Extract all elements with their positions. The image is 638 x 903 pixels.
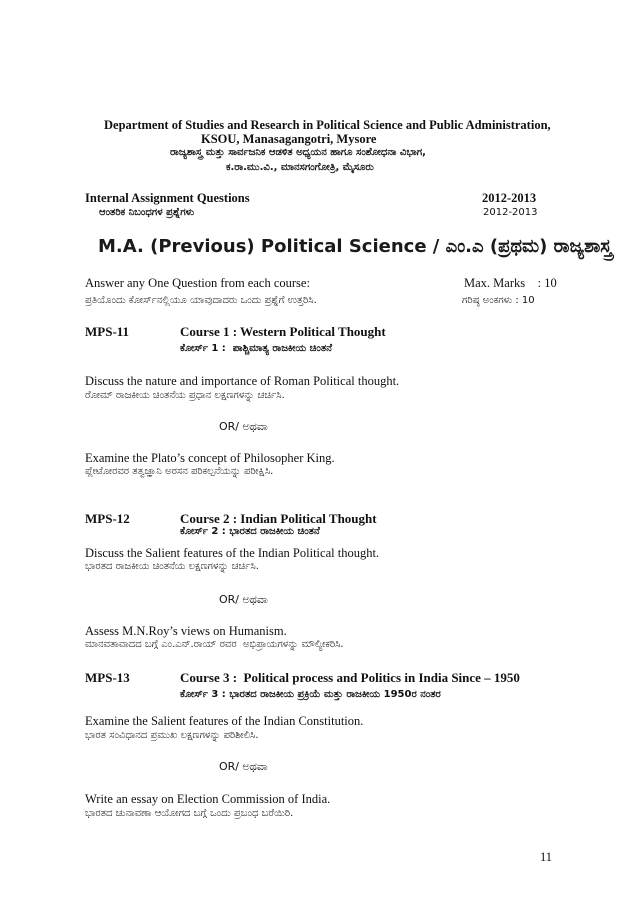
max-marks-kn: ಗರಿಷ್ಠ ಅಂಕಗಳು : 10 [462,295,535,306]
course-title-en: Course 3 : Political process and Politics in India Since – 1950 [180,670,520,685]
instructions-en: Answer any One Question from each course: [85,276,310,290]
university-name-kn: ಕ.ರಾ.ಮು.ವಿ., ಮಾನಸಗಂಗೋತ್ರಿ, ಮೈಸೂರು [226,162,374,173]
question-en: Discuss the nature and importance of Roman Political thought. [85,374,400,388]
or-separator: OR/ ಅಥವಾ [219,760,268,773]
course-title-kn: ಕೋರ್ಸ್ 1 : ಪಾಶ್ಚಿಮಾತ್ಯ ರಾಜಕೀಯ ಚಿಂತನೆ [180,343,333,354]
course-code: MPS-11 [85,324,130,339]
assignment-label-en: Internal Assignment Questions [85,191,250,205]
assignment-year-en: 2012-2013 [482,191,537,205]
max-marks-en: Max. Marks : 10 [464,276,557,290]
or-separator: OR/ ಅಥವಾ [219,420,268,433]
question-en: Examine the Salient features of the Indian Constitution. [85,714,364,728]
question-en: Assess M.N.Roy’s views on Humanism. [85,624,287,638]
question-en: Examine the Plato’s concept of Philosopher King. [85,451,335,465]
question-kn: ಭಾರತದ ರಾಜಕೀಯ ಚಿಂತನೆಯ ಲಕ್ಷಣಗಳನ್ನು ಚರ್ಚಿಸಿ. [85,561,259,572]
course-code: MPS-12 [85,511,130,526]
question-en: Write an essay on Election Commission of India. [85,792,331,806]
page-number: 11 [540,850,553,864]
department-name-en: Department of Studies and Research in Political Science and Public Administration, [104,118,551,132]
course-title-en: Course 1 : Western Political Thought [180,324,386,339]
question-kn: ರೋಮ್ ರಾಜಕೀಯ ಚಿಂತನೆಯ ಪ್ರಧಾನ ಲಕ್ಷಣಗಳನ್ನು ಚರ್ಚಿಸಿ. [85,390,285,401]
or-separator: OR/ ಅಥವಾ [219,593,268,606]
assignment-year-kn: 2012-2013 [483,207,538,218]
course-title-kn: ಕೋರ್ಸ್ 2 : ಭಾರತದ ರಾಜಕೀಯ ಚಿಂತನೆ [180,526,320,537]
assignment-label-kn: ಆಂತರಿಕ ನಿಬಂಧಗಳ ಪ್ರಶ್ನೆಗಳು [99,207,195,218]
question-kn: ಮಾನವತಾವಾದದ ಬಗ್ಗೆ ಎಂ.ಎನ್.ರಾಯ್ ರವರ ಅಭಿಪ್ರಾಯಗಳನ್ನು ಮೌಲ್ಯೀಕರಿಸಿ. [85,639,344,650]
department-name-kn: ರಾಜ್ಯಶಾಸ್ತ್ರ ಮತ್ತು ಸಾರ್ವಜನಿಕ ಆಡಳಿತ ಅಧ್ಯಯನ ಹಾಗೂ ಸಂಶೋಧನಾ ವಿಭಾಗ, [170,147,426,158]
instructions-kn: ಪ್ರತಿಯೊಂದು ಕೋರ್ಸ್‌ನಲ್ಲಿಯೂ ಯಾವುದಾದರು ಒಂದು ಪ್ರಶ್ನೆಗೆ ಉತ್ತರಿಸಿ. [85,295,317,306]
university-name-en: KSOU, Manasagangotri, Mysore [201,132,377,146]
course-code: MPS-13 [85,670,130,685]
question-kn: ಪ್ಲೇಟೋರವರ ತತ್ವಜ್ಞಾನಿ ಅರಸನ ಪರಿಕಲ್ಪನೆಯನ್ನು ಪರೀಕ್ಷಿಸಿ. [85,466,274,477]
course-title-kn: ಕೋರ್ಸ್ 3 : ಭಾರತದ ರಾಜಕೀಯ ಪ್ರಕ್ರಿಯೆ ಮತ್ತು ರಾಜಕೀಯ 1950ರ ನಂತರ [180,689,441,700]
question-en: Discuss the Salient features of the Indian Political thought. [85,546,380,560]
course-title-en: Course 2 : Indian Political Thought [180,511,377,526]
page-title: M.A. (Previous) Political Science / ಎಂ.ಎ (ಪ್ರಥಮ) ರಾಜ್ಯಶಾಸ್ತ್ರ [98,236,612,257]
question-kn: ಭಾರತ ಸಂವಿಧಾನದ ಪ್ರಮುಖ ಲಕ್ಷಣಗಳನ್ನು ಪರಿಶೀಲಿಸಿ. [85,730,259,741]
question-kn: ಭಾರತದ ಚುನಾವಣಾ ಆಯೋಗದ ಬಗ್ಗೆ ಒಂದು ಪ್ರಬಂಧ ಬರೆಯಿರಿ. [85,808,294,819]
